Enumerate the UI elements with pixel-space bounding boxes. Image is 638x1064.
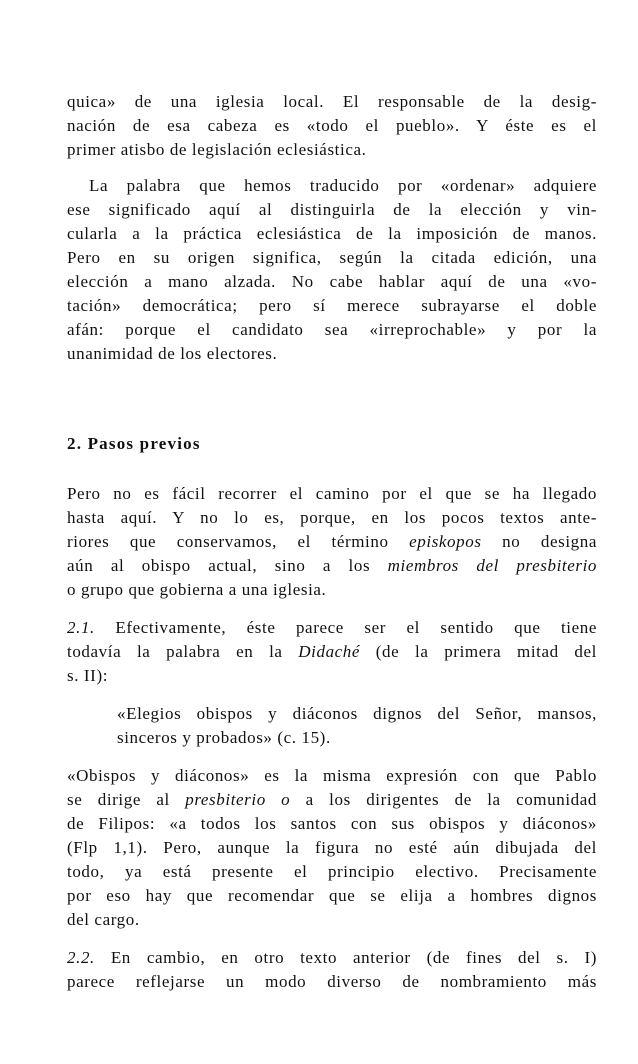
- text-run: a los dirigentes de la comunidad: [290, 790, 598, 809]
- subsection-number: 2.2.: [67, 948, 95, 967]
- text-line: [67, 788, 597, 812]
- section-heading: 2. Pasos previos: [67, 434, 201, 453]
- text-line: «Obispos y diáconos» es la misma expresión con que Pablo: [67, 766, 597, 785]
- text-line: La palabra que hemos traducido por «ordenar» adquiere: [89, 176, 597, 195]
- text-line: del cargo.: [67, 910, 140, 929]
- text-line: de Filipos: «a todos los santos con sus obispos y diáconos»: [67, 814, 597, 833]
- text-run: no designa: [481, 532, 597, 551]
- text-run: todavía la palabra en la: [67, 642, 299, 661]
- text-line: Pero no es fácil recorrer el camino por el que se ha llegado: [67, 484, 597, 503]
- text-line: cularla a la práctica eclesiástica de la imposición de manos.: [67, 224, 597, 243]
- text-line: por eso hay que recomendar que se elija a hombres dignos: [67, 886, 597, 905]
- text-line: primer atisbo de legislación eclesiástica.: [67, 140, 367, 159]
- paragraph-2-1: [67, 616, 597, 688]
- text-line: ese significado aquí al distinguirla de la elección y vin-: [67, 200, 597, 219]
- paragraph-ordenar: [67, 174, 597, 366]
- text-run: Efectivamente, éste parece ser el sentido que tiene: [94, 618, 597, 637]
- subsection-number: 2.1.: [67, 618, 95, 637]
- text-line: sinceros y probados» (c. 15).: [117, 728, 331, 747]
- text-line: «Elegios obispos y diáconos dignos del Señor, mansos,: [117, 704, 597, 723]
- paragraph-2-2: [67, 946, 597, 994]
- text-line: s. II):: [67, 666, 109, 685]
- text-line: [67, 554, 597, 578]
- text-line: Pero en su origen significa, según la citada edición, una: [67, 248, 597, 267]
- text-run: En cambio, en otro texto anterior (de fines del s. I): [94, 948, 597, 967]
- paragraph-pasos-previos: [67, 482, 597, 602]
- text-line: [67, 640, 597, 664]
- text-line: elección a mano alzada. No cabe hablar aquí de una «vo-: [67, 272, 597, 291]
- paragraph-continuation: [67, 90, 597, 162]
- text-line: [67, 530, 597, 554]
- text-line: quica» de una iglesia local. El responsable de la desig-: [67, 92, 597, 111]
- text-line: nación de esa cabeza es «todo el pueblo». Y éste es el: [67, 116, 597, 135]
- italic-term: miembros del presbiterio: [387, 556, 597, 575]
- text-run: aún al obispo actual, sino a los: [67, 556, 388, 575]
- text-line: todo, ya está presente el principio electivo. Precisamente: [67, 862, 597, 881]
- italic-term: presbiterio o: [185, 790, 291, 809]
- text-line: hasta aquí. Y no lo es, porque, en los pocos textos ante-: [67, 508, 597, 527]
- text-line: [67, 946, 597, 970]
- text-run: (de la primera mitad del: [360, 642, 597, 661]
- text-run: riores que conservamos, el término: [67, 532, 410, 551]
- text-line: afán: porque el candidato sea «irreprochable» y por la: [67, 320, 597, 339]
- text-line: unanimidad de los electores.: [67, 344, 278, 363]
- text-run: se dirige al: [67, 790, 186, 809]
- italic-term: episkopos: [409, 532, 482, 551]
- text-line: tación» democrática; pero sí merece subrayarse el doble: [67, 296, 597, 315]
- book-page: [67, 90, 597, 1008]
- paragraph-obispos: [67, 764, 597, 932]
- text-line: (Flp 1,1). Pero, aunque la figura no esté aún dibujada del: [67, 838, 597, 857]
- italic-title: Didaché: [298, 642, 361, 661]
- text-line: o grupo que gobierna a una iglesia.: [67, 580, 327, 599]
- text-line: parece reflejarse un modo diverso de nombramiento más: [67, 972, 597, 991]
- text-line: [67, 616, 597, 640]
- block-quote: [117, 702, 597, 750]
